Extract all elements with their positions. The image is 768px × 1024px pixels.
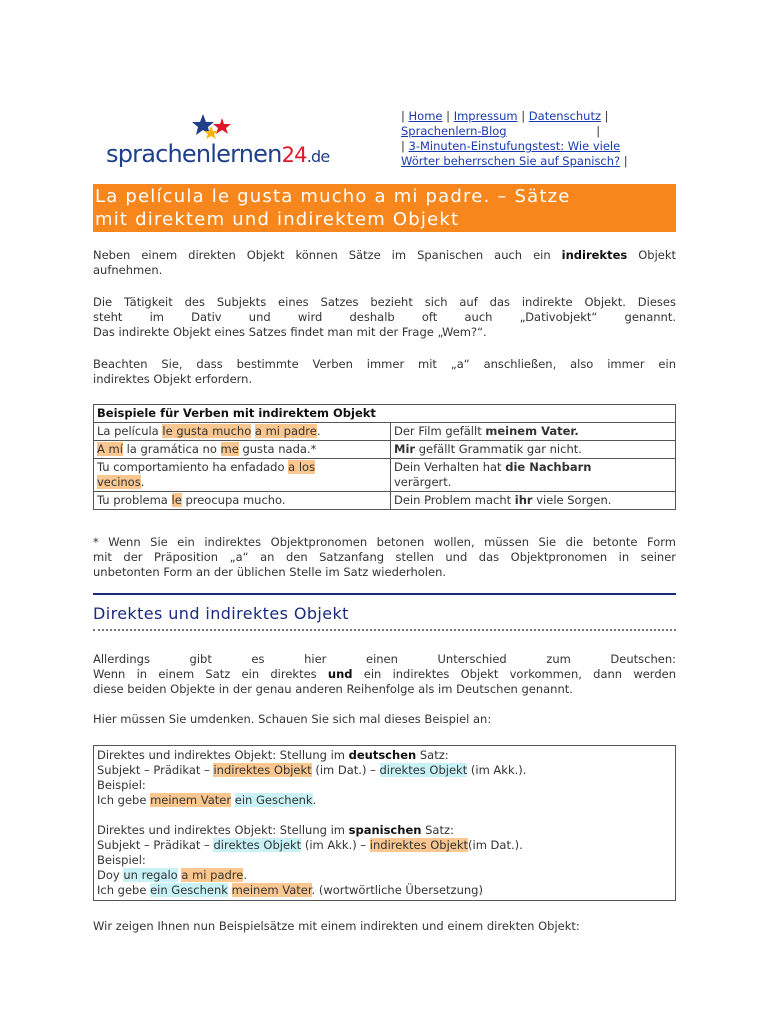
table-cell-spanish: La película le gusta mucho a mi padre. [94, 423, 391, 441]
nav-link-einstufungstest[interactable]: 3-Minuten-Einstufungstest: Wie viele Wörter beherrschen Sie auf Spanisch? [401, 139, 621, 168]
box-line: Beispiel: [97, 778, 146, 792]
table-cell-spanish: Tu problema le preocupa mucho. [94, 492, 391, 510]
box-line: Ich gebe meinem Vater ein Geschenk. [97, 793, 317, 807]
nav-link-datenschutz[interactable]: Datenschutz [528, 109, 602, 123]
page-title-line-1: La película le gusta mucho a mi padre. – Sätze [95, 186, 571, 207]
section-heading [93, 593, 676, 631]
table-header: Beispiele für Verben mit indirektem Objekt [94, 405, 676, 423]
table-cell-german: Dein Problem macht ihr viele Sorgen. [391, 492, 676, 510]
intro-paragraph-2: Die Tätigkeit des Subjekts eines Satzes bezieht sich auf das indirekte Objekt. Dieses steht im Dativ und wird deshalb oft auch „Dativobjekt“ genannt. Das indirekte Objekt eines Satzes findet man mit der Frage „Wem?“. [93, 295, 676, 339]
table-header-row [94, 405, 676, 423]
nav-link-blog[interactable]: Sprachenlern-Blog [401, 124, 507, 138]
table-row [94, 459, 676, 492]
site-logo[interactable] [106, 112, 346, 172]
table-cell-spanish: A mí la gramática no me gusta nada.* [94, 441, 391, 459]
word-order-example-box [93, 745, 676, 901]
footnote-paragraph: * Wenn Sie ein indirektes Objektpronomen betonen wollen, müssen Sie die betonte Form mit der Präposition „a“ an den Satzanfang stellen und das Objektpronomen in seiner unbetonten Form an der üblichen Stelle im Satz wiederholen. [93, 535, 676, 579]
nav-link-home[interactable]: Home [408, 109, 443, 123]
box-line: Ich gebe ein Geschenk meinem Vater. (wortwörtliche Übersetzung) [97, 883, 483, 897]
table-row [94, 441, 676, 459]
table-cell-german: Mir gefällt Grammatik gar nicht. [391, 441, 676, 459]
table-cell-spanish: Tu comportamiento ha enfadado a los vecinos. [94, 459, 391, 492]
examples-intro-paragraph: Wir zeigen Ihnen nun Beispielsätze mit einem indirekten und einem direkten Objekt: [93, 919, 580, 933]
page-title-line-2: mit direktem und indirektem Objekt [95, 209, 460, 230]
top-navigation: | Home | Impressum | Datenschutz | Sprachenlern-Blog | | 3-Minuten-Einstufungstest: Wie viele Wörter beherrschen Sie auf Spanisch? | [401, 109, 628, 168]
intro-paragraph-3: Beachten Sie, dass bestimmte Verben immer mit „a“ anschließen, also immer ein indirektes Objekt erfordern. [93, 357, 676, 386]
box-line: Direktes und indirektes Objekt: Stellung im deutschen Satz: [97, 748, 449, 762]
section-heading-text: Direktes und indirektes Objekt [93, 604, 349, 623]
box-line: Subjekt – Prädikat – indirektes Objekt (im Dat.) – direktes Objekt (im Akk.). [97, 763, 527, 777]
box-line: Beispiel: [97, 853, 146, 867]
box-line: Subjekt – Prädikat – direktes Objekt (im Akk.) – indirektes Objekt(im Dat.). [97, 838, 523, 852]
logo-wordmark: sprachenlernen24.de [106, 140, 330, 168]
page-title [93, 184, 676, 232]
verb-examples-table [93, 404, 676, 510]
nav-link-impressum[interactable]: Impressum [453, 109, 518, 123]
difference-paragraph: Allerdings gibt es hier einen Unterschied zum Deutschen: Wenn in einem Satz ein direktes und ein indirektes Objekt vorkommen, dann werden diese beiden Objekte in der genau anderen Reihenfolge als im Deutschen genannt. [93, 652, 676, 696]
table-cell-german: Der Film gefällt meinem Vater. [391, 423, 676, 441]
table-cell-german: Dein Verhalten hat die Nachbarn verärgert. [391, 459, 676, 492]
box-line: Direktes und indirektes Objekt: Stellung im spanischen Satz: [97, 823, 454, 837]
table-row [94, 423, 676, 441]
table-row [94, 492, 676, 510]
intro-paragraph-1: Neben einem direkten Objekt können Sätze im Spanischen auch ein indirektes Objekt aufnehmen. [93, 248, 677, 277]
rethink-paragraph: Hier müssen Sie umdenken. Schauen Sie sich mal dieses Beispiel an: [93, 712, 492, 726]
box-line: Doy un regalo a mi padre. [97, 868, 247, 882]
